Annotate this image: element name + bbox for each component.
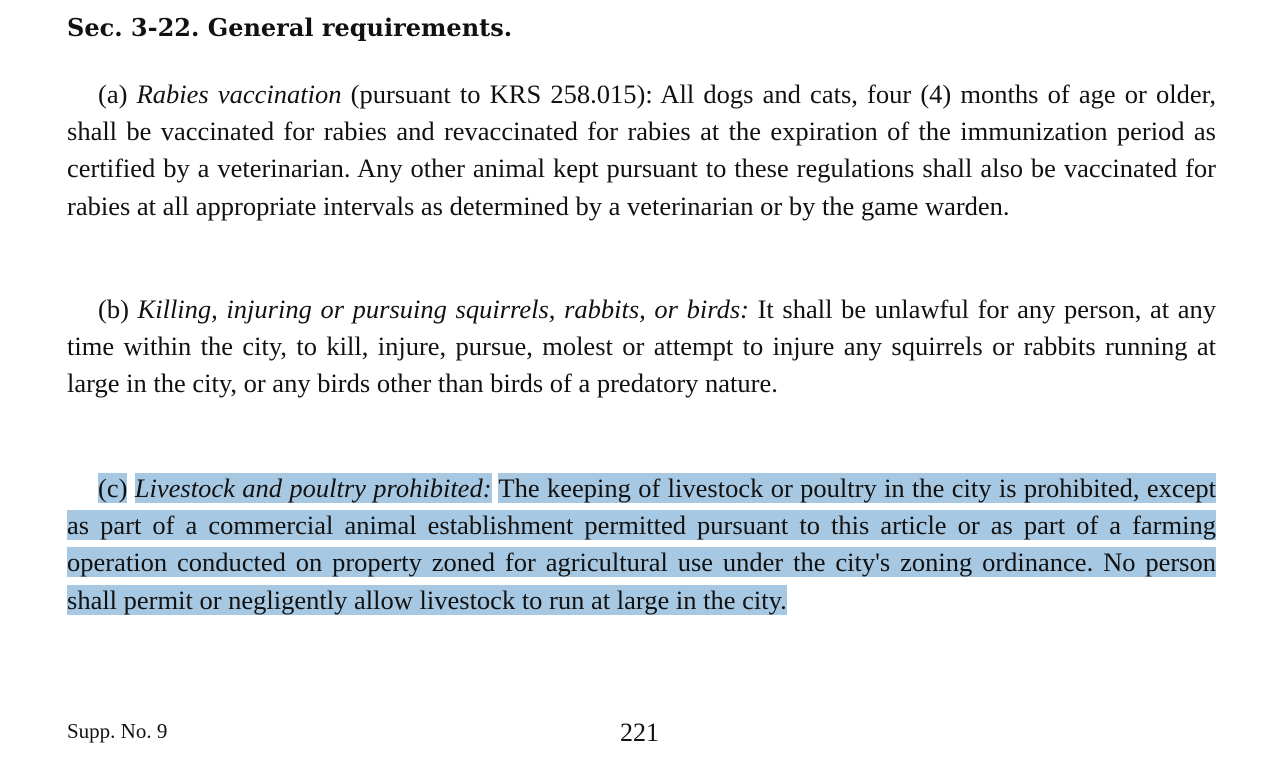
paragraph-a-label: (a) [98,79,128,109]
footer-supplement: Supp. No. 9 [67,719,168,743]
footer-page-number: 221 [620,718,659,747]
paragraph-c-label: (c) [98,473,128,503]
paragraph-c-body: The keeping of livestock or poultry in the city is prohibited, except as part of a commercial animal establishment permitted pursuant to this article or as part of a farming operation conducted on property zoned for agricultural use under the city's zoning ordinance. No person shall permit or negligently allow livestock to run at large in the city. [67,473,1216,615]
paragraph-b-title: Killing, injuring or pursuing squirrels, rabbits, or birds: [137,294,749,324]
paragraph-a-body: (pursuant to KRS 258.015): All dogs and cats, four (4) months of age or older, shall be vaccinated for rabies and revaccinated for rabies at the expiration of the immunization period as certified by a veterinarian. Any other animal kept pursuant to these regulations shall also be vaccinated for rabies at all appropriate intervals as determined by a veterinarian or by the game warden. [67,79,1217,221]
paragraph-c-selected[interactable] [67,470,1216,619]
paragraph-b[interactable] [67,291,1216,403]
document-page [67,0,1216,774]
paragraph-a-title: Rabies vaccination [136,79,342,109]
section-heading: Sec. 3-22. General requirements. [67,13,513,42]
paragraph-a[interactable] [67,76,1216,225]
paragraph-b-label: (b) [98,294,129,324]
paragraph-c-title: Livestock and poultry prohibited: [134,473,492,503]
paragraph-b-body: It shall be unlawful for any person, at any time within the city, to kill, injure, pursue, molest or attempt to injure any squirrels or rabbits running at large in the city, or any birds other than birds of a predatory nature. [67,294,1216,399]
